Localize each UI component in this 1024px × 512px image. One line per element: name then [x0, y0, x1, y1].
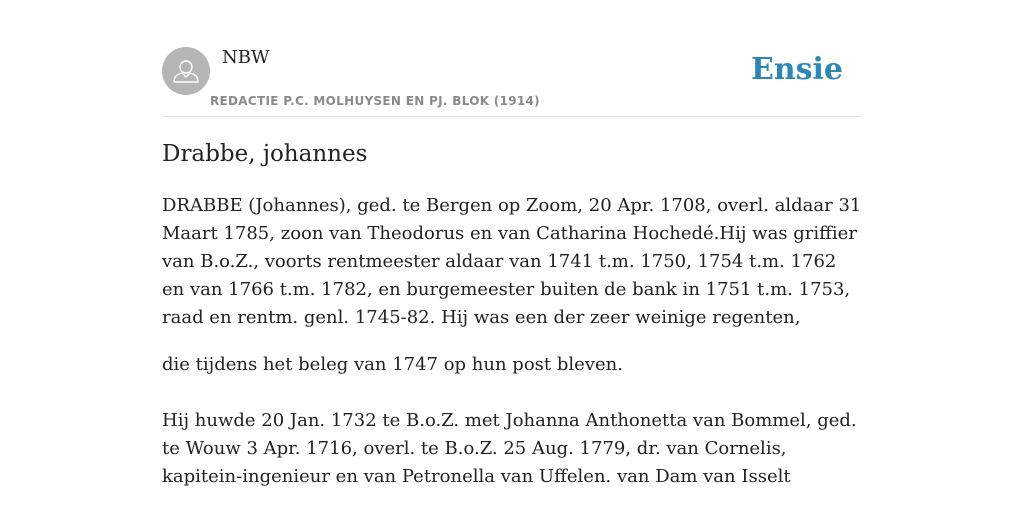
article-paragraph: DRABBE (Johannes), ged. te Bergen op Zoom, 20 Apr. 1708, overl. aldaar 31 Maart 1785, zoon van Theodorus en van Catharina Hochedé.Hij was griffier van B.o.Z., voorts rentmeester aldaar van 1741 t.m. 1750, 1754 t.m. 1762 en van 1766 t.m. 1782, en burgemeester buiten de bank in 1751 t.m. 1753, raad en rentm. genl. 1745-82. Hij was een der zeer weinige regenten, — [162, 195, 862, 328]
article-paragraph: die tijdens het beleg van 1747 op hun post bleven. — [162, 354, 623, 375]
source-header — [162, 40, 862, 117]
brand-logo[interactable]: Ensie — [750, 52, 843, 87]
source-editors: REDACTIE P.C. MOLHUYSEN EN PJ. BLOK (1914) — [210, 94, 540, 108]
article-paragraph: Hij huwde 20 Jan. 1732 te B.o.Z. met Johanna Anthonetta van Bommel, ged. te Wouw 3 Apr. 1716, overl. te B.o.Z. 25 Aug. 1779, dr. van Cornelis, kapitein-ingenieur en van Petronella van Uffelen. van Dam van Isselt — [162, 410, 857, 487]
person-silhouette-icon — [162, 47, 210, 95]
source-name[interactable]: NBW — [222, 47, 270, 68]
article-body — [162, 192, 862, 491]
article — [162, 138, 862, 491]
article-title: Drabbe, johannes — [162, 141, 368, 167]
